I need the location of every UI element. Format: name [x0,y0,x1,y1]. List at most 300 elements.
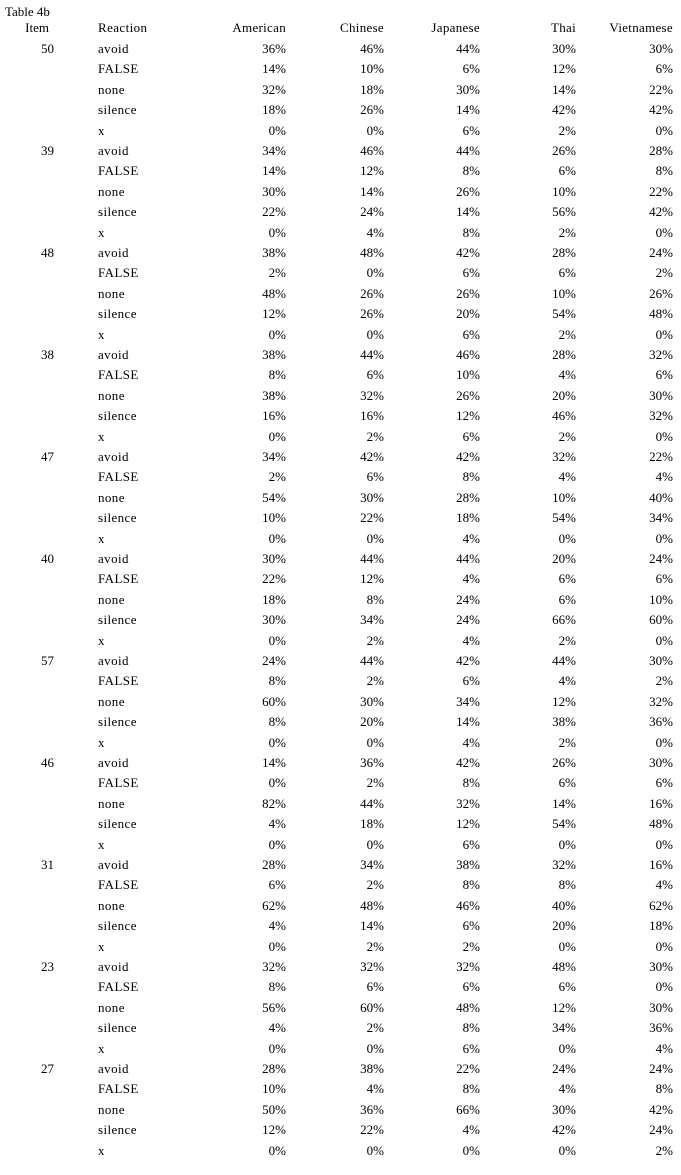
reaction-label: avoid [98,449,129,464]
value-japanese: 4% [462,735,480,750]
reaction-label: silence [98,1020,137,1035]
reaction-label: none [98,694,125,709]
value-chinese: 20% [360,714,384,729]
value-japanese: 32% [456,796,480,811]
value-chinese: 12% [360,163,384,178]
value-japanese: 66% [456,1102,480,1117]
reaction-label: none [98,1000,125,1015]
value-chinese: 34% [360,857,384,872]
value-japanese: 8% [462,877,480,892]
value-american: 4% [268,918,286,933]
reaction-label: FALSE [98,265,139,280]
value-american: 12% [262,1122,286,1137]
value-american: 34% [262,449,286,464]
value-japanese: 46% [456,898,480,913]
value-american: 6% [268,877,286,892]
reaction-label: x [98,1143,105,1158]
table-title: Table 4b [5,4,50,19]
value-vietnamese: 26% [649,286,673,301]
value-thai: 2% [558,429,576,444]
table-row [0,162,681,180]
value-american: 36% [262,41,286,56]
value-chinese: 0% [366,531,384,546]
value-american: 18% [262,592,286,607]
value-vietnamese: 6% [655,571,673,586]
value-american: 8% [268,714,286,729]
table-row [0,203,681,221]
value-japanese: 4% [462,531,480,546]
table-row [0,530,681,548]
reaction-label: x [98,939,105,954]
value-american: 14% [262,163,286,178]
value-thai: 2% [558,123,576,138]
value-japanese: 20% [456,306,480,321]
value-vietnamese: 6% [655,367,673,382]
value-thai: 6% [558,775,576,790]
table-header-row [0,19,681,37]
table-row [0,142,681,160]
value-american: 0% [268,939,286,954]
value-american: 0% [268,1041,286,1056]
table-row [0,244,681,262]
table-row [0,1142,681,1160]
value-thai: 6% [558,592,576,607]
header-japanese: Japanese [431,20,480,35]
value-thai: 0% [558,939,576,954]
value-american: 32% [262,82,286,97]
value-thai: 20% [552,551,576,566]
table-row [0,550,681,568]
value-chinese: 44% [360,653,384,668]
value-japanese: 38% [456,857,480,872]
item-number: 47 [41,449,54,464]
table-row [0,81,681,99]
table-row [0,448,681,466]
table-row [0,652,681,670]
value-thai: 14% [552,796,576,811]
value-thai: 28% [552,245,576,260]
item-number: 46 [41,755,54,770]
value-vietnamese: 8% [655,163,673,178]
value-chinese: 18% [360,82,384,97]
value-american: 30% [262,551,286,566]
value-thai: 4% [558,1081,576,1096]
header-american: American [232,20,286,35]
value-chinese: 18% [360,816,384,831]
reaction-label: x [98,837,105,852]
value-chinese: 30% [360,694,384,709]
table-row [0,897,681,915]
table-row [0,876,681,894]
value-american: 38% [262,347,286,362]
table-row [0,509,681,527]
value-japanese: 44% [456,41,480,56]
reaction-label: x [98,633,105,648]
value-chinese: 44% [360,796,384,811]
reaction-label: silence [98,714,137,729]
value-chinese: 0% [366,265,384,280]
reaction-label: none [98,388,125,403]
value-american: 22% [262,204,286,219]
value-japanese: 48% [456,1000,480,1015]
reaction-label: FALSE [98,61,139,76]
value-vietnamese: 6% [655,775,673,790]
value-japanese: 44% [456,551,480,566]
value-vietnamese: 0% [655,531,673,546]
value-vietnamese: 32% [649,408,673,423]
table-row [0,1101,681,1119]
value-thai: 4% [558,469,576,484]
value-thai: 6% [558,265,576,280]
value-vietnamese: 32% [649,694,673,709]
value-american: 4% [268,816,286,831]
value-chinese: 6% [366,979,384,994]
table-row [0,795,681,813]
value-japanese: 42% [456,755,480,770]
value-american: 34% [262,143,286,158]
value-thai: 46% [552,408,576,423]
value-vietnamese: 0% [655,735,673,750]
value-japanese: 26% [456,184,480,199]
value-vietnamese: 10% [649,592,673,607]
value-chinese: 36% [360,755,384,770]
value-thai: 0% [558,531,576,546]
value-american: 10% [262,1081,286,1096]
value-chinese: 6% [366,469,384,484]
value-thai: 32% [552,857,576,872]
header-reaction: Reaction [98,20,148,35]
value-japanese: 8% [462,163,480,178]
value-vietnamese: 36% [649,1020,673,1035]
value-thai: 0% [558,1143,576,1158]
value-american: 0% [268,327,286,342]
reaction-label: silence [98,918,137,933]
reaction-label: avoid [98,245,129,260]
value-vietnamese: 30% [649,388,673,403]
value-american: 48% [262,286,286,301]
value-japanese: 24% [456,612,480,627]
value-japanese: 42% [456,653,480,668]
table-row [0,264,681,282]
reaction-label: silence [98,408,137,423]
value-japanese: 46% [456,347,480,362]
item-number: 27 [41,1061,54,1076]
value-chinese: 0% [366,123,384,138]
value-vietnamese: 30% [649,1000,673,1015]
value-chinese: 8% [366,592,384,607]
value-japanese: 26% [456,286,480,301]
value-thai: 66% [552,612,576,627]
value-japanese: 4% [462,571,480,586]
reaction-label: none [98,898,125,913]
reaction-label: none [98,490,125,505]
item-number: 50 [41,41,54,56]
table-row [0,468,681,486]
value-thai: 12% [552,61,576,76]
value-american: 8% [268,673,286,688]
table-row [0,1019,681,1037]
value-thai: 14% [552,82,576,97]
value-thai: 40% [552,898,576,913]
reaction-label: FALSE [98,979,139,994]
value-japanese: 6% [462,327,480,342]
value-american: 28% [262,1061,286,1076]
value-vietnamese: 28% [649,143,673,158]
table-row [0,326,681,344]
value-american: 22% [262,571,286,586]
value-japanese: 30% [456,82,480,97]
reaction-label: none [98,1102,125,1117]
value-chinese: 26% [360,306,384,321]
value-vietnamese: 0% [655,225,673,240]
value-vietnamese: 40% [649,490,673,505]
value-chinese: 32% [360,959,384,974]
value-chinese: 14% [360,918,384,933]
value-vietnamese: 30% [649,653,673,668]
table-row [0,754,681,772]
table-row [0,999,681,1017]
value-american: 0% [268,225,286,240]
value-japanese: 26% [456,388,480,403]
table-row [0,428,681,446]
value-american: 38% [262,388,286,403]
value-thai: 10% [552,184,576,199]
table-row [0,1121,681,1139]
value-american: 0% [268,837,286,852]
table-row [0,734,681,752]
value-thai: 54% [552,306,576,321]
value-chinese: 46% [360,143,384,158]
value-vietnamese: 16% [649,796,673,811]
value-japanese: 6% [462,61,480,76]
value-japanese: 14% [456,714,480,729]
value-vietnamese: 48% [649,816,673,831]
value-vietnamese: 30% [649,41,673,56]
value-american: 82% [262,796,286,811]
item-number: 23 [41,959,54,974]
value-vietnamese: 0% [655,123,673,138]
reaction-label: x [98,429,105,444]
value-chinese: 34% [360,612,384,627]
value-vietnamese: 24% [649,1061,673,1076]
reaction-label: FALSE [98,367,139,382]
value-japanese: 2% [462,939,480,954]
value-american: 2% [268,469,286,484]
value-american: 4% [268,1020,286,1035]
value-japanese: 6% [462,979,480,994]
reaction-label: avoid [98,959,129,974]
reaction-label: FALSE [98,775,139,790]
value-thai: 32% [552,449,576,464]
value-japanese: 12% [456,816,480,831]
value-japanese: 6% [462,123,480,138]
value-thai: 6% [558,163,576,178]
value-thai: 44% [552,653,576,668]
value-american: 0% [268,633,286,648]
value-japanese: 12% [456,408,480,423]
value-thai: 24% [552,1061,576,1076]
value-chinese: 0% [366,327,384,342]
value-chinese: 24% [360,204,384,219]
value-vietnamese: 0% [655,429,673,444]
value-american: 30% [262,184,286,199]
value-chinese: 0% [366,837,384,852]
reaction-label: FALSE [98,877,139,892]
reaction-label: x [98,225,105,240]
reaction-label: avoid [98,551,129,566]
value-american: 8% [268,367,286,382]
value-chinese: 26% [360,286,384,301]
value-american: 62% [262,898,286,913]
value-japanese: 8% [462,775,480,790]
value-chinese: 26% [360,102,384,117]
table-row [0,672,681,690]
reaction-label: none [98,184,125,199]
value-chinese: 48% [360,245,384,260]
value-vietnamese: 0% [655,979,673,994]
value-vietnamese: 30% [649,755,673,770]
value-vietnamese: 4% [655,469,673,484]
value-american: 0% [268,775,286,790]
table-row [0,366,681,384]
value-vietnamese: 0% [655,939,673,954]
value-vietnamese: 22% [649,449,673,464]
table-row [0,815,681,833]
value-chinese: 0% [366,1041,384,1056]
value-american: 0% [268,735,286,750]
value-american: 16% [262,408,286,423]
value-chinese: 42% [360,449,384,464]
value-vietnamese: 2% [655,1143,673,1158]
table-row [0,1040,681,1058]
value-vietnamese: 16% [649,857,673,872]
reaction-label: silence [98,816,137,831]
item-number: 48 [41,245,54,260]
header-vietnamese: Vietnamese [609,20,673,35]
value-chinese: 36% [360,1102,384,1117]
table-row [0,122,681,140]
value-chinese: 14% [360,184,384,199]
value-chinese: 22% [360,510,384,525]
table-row [0,489,681,507]
value-vietnamese: 0% [655,327,673,342]
value-vietnamese: 60% [649,612,673,627]
value-japanese: 8% [462,1081,480,1096]
value-thai: 28% [552,347,576,362]
value-vietnamese: 18% [649,918,673,933]
value-vietnamese: 0% [655,633,673,648]
reaction-label: avoid [98,755,129,770]
value-vietnamese: 24% [649,1122,673,1137]
value-japanese: 14% [456,102,480,117]
value-vietnamese: 4% [655,1041,673,1056]
header-item: Item [25,20,49,35]
value-vietnamese: 30% [649,959,673,974]
value-thai: 20% [552,388,576,403]
value-american: 0% [268,123,286,138]
value-vietnamese: 36% [649,714,673,729]
reaction-label: FALSE [98,571,139,586]
value-chinese: 2% [366,775,384,790]
reaction-label: silence [98,1122,137,1137]
value-chinese: 2% [366,1020,384,1035]
value-american: 10% [262,510,286,525]
value-american: 2% [268,265,286,280]
reaction-label: x [98,531,105,546]
reaction-label: avoid [98,653,129,668]
value-japanese: 8% [462,469,480,484]
table-row [0,591,681,609]
value-thai: 48% [552,959,576,974]
table-row [0,570,681,588]
value-thai: 56% [552,204,576,219]
item-number: 38 [41,347,54,362]
value-chinese: 44% [360,347,384,362]
reaction-label: x [98,123,105,138]
value-american: 8% [268,979,286,994]
table-row [0,224,681,242]
reaction-label: none [98,82,125,97]
value-thai: 4% [558,367,576,382]
table-row [0,285,681,303]
table-row [0,305,681,323]
value-vietnamese: 42% [649,102,673,117]
table-row [0,387,681,405]
value-american: 50% [262,1102,286,1117]
value-american: 14% [262,61,286,76]
value-japanese: 6% [462,429,480,444]
value-thai: 26% [552,755,576,770]
value-vietnamese: 24% [649,551,673,566]
reaction-label: silence [98,612,137,627]
table-row [0,693,681,711]
table-row [0,101,681,119]
value-thai: 20% [552,918,576,933]
reaction-label: avoid [98,41,129,56]
value-chinese: 30% [360,490,384,505]
value-chinese: 2% [366,633,384,648]
value-japanese: 32% [456,959,480,974]
value-chinese: 0% [366,1143,384,1158]
reaction-label: silence [98,510,137,525]
item-number: 40 [41,551,54,566]
reaction-label: FALSE [98,673,139,688]
value-chinese: 60% [360,1000,384,1015]
value-japanese: 10% [456,367,480,382]
value-thai: 10% [552,490,576,505]
value-vietnamese: 32% [649,347,673,362]
value-american: 28% [262,857,286,872]
item-number: 39 [41,143,54,158]
table-row [0,978,681,996]
value-chinese: 12% [360,571,384,586]
value-american: 0% [268,531,286,546]
value-chinese: 2% [366,429,384,444]
value-chinese: 0% [366,735,384,750]
value-american: 14% [262,755,286,770]
value-thai: 2% [558,327,576,342]
value-chinese: 2% [366,939,384,954]
value-vietnamese: 8% [655,1081,673,1096]
value-vietnamese: 62% [649,898,673,913]
value-vietnamese: 2% [655,265,673,280]
value-japanese: 8% [462,1020,480,1035]
value-american: 0% [268,1143,286,1158]
table-row [0,632,681,650]
item-number: 31 [41,857,54,872]
value-chinese: 10% [360,61,384,76]
table-row [0,183,681,201]
